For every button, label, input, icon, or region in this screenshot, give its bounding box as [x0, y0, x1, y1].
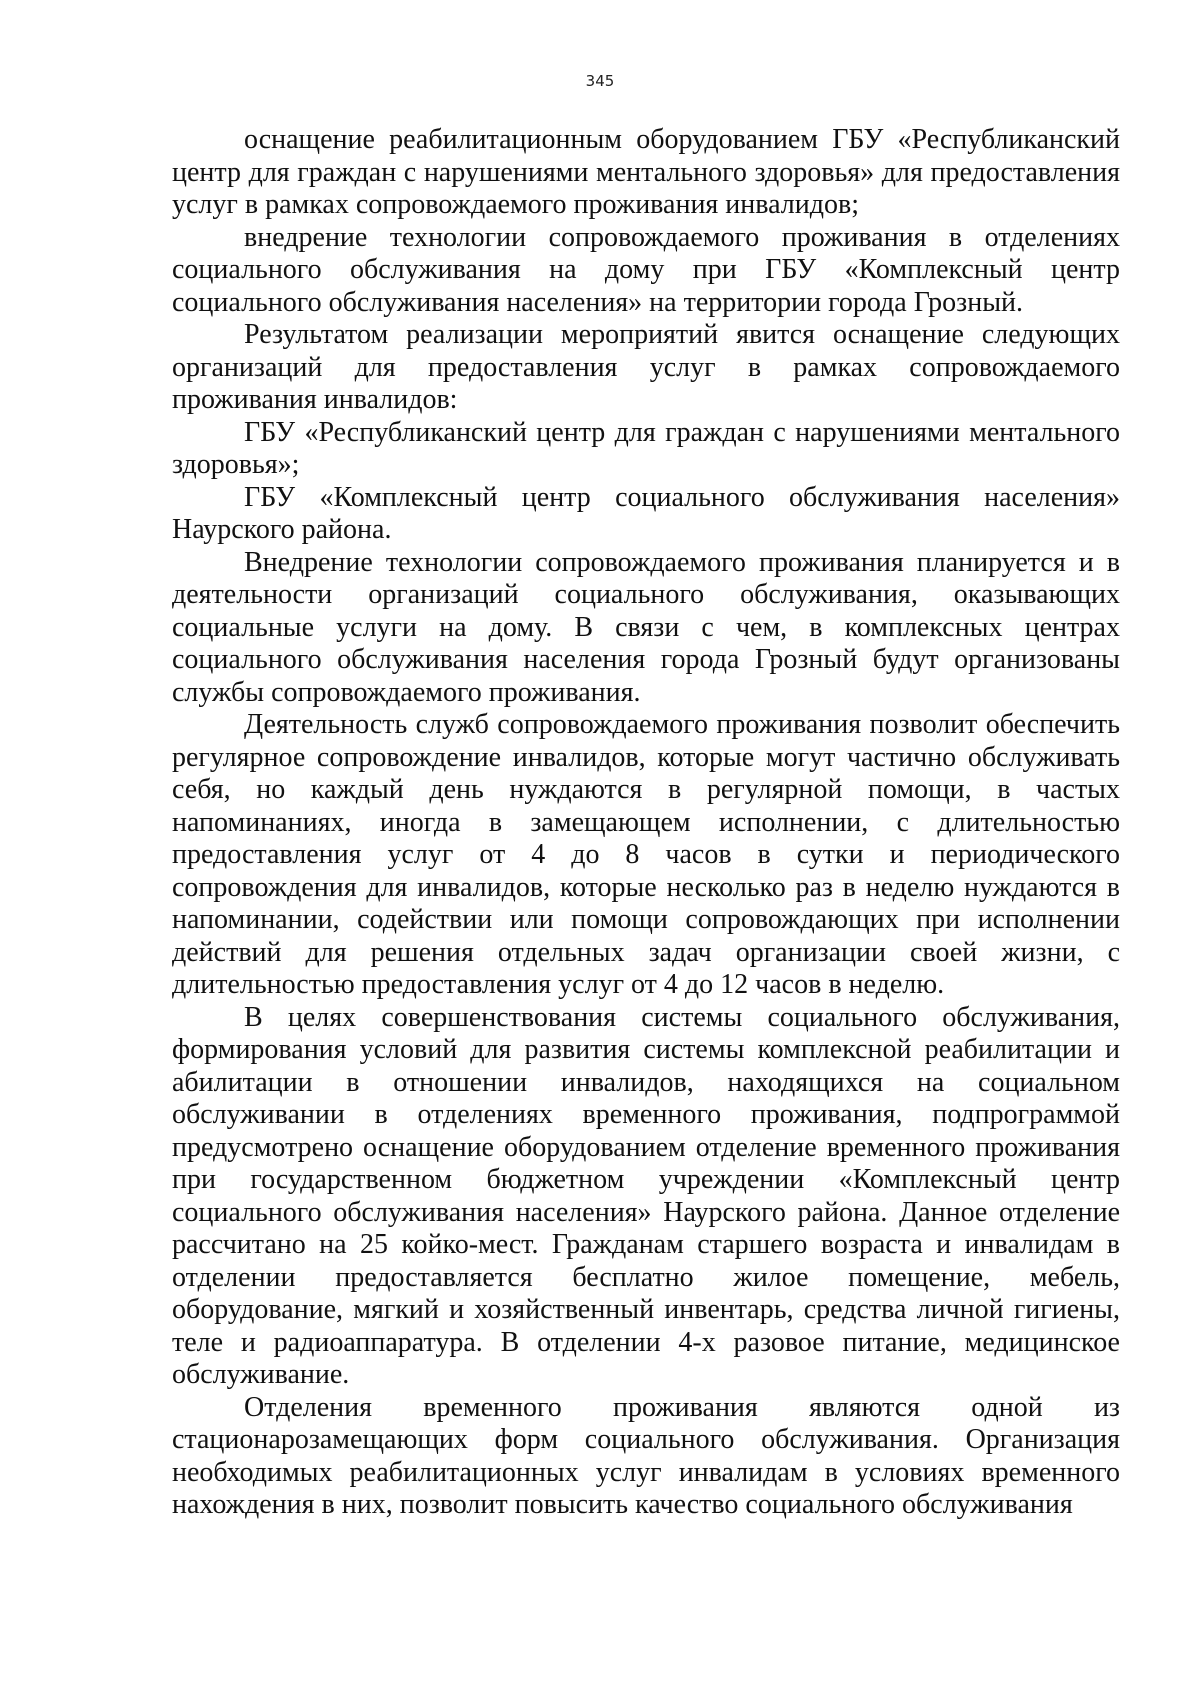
paragraph-home-services: Внедрение технологии сопровождаемого проживания планируется и в деятельности организаций социального обслуживания, оказывающих социальные услуги на дому. В связи с чем, в комплексных центрах социального обслуживания населения города Грозный будут организованы службы сопровождаемого проживания.: [172, 546, 1120, 708]
paragraph-inpatient-alternative: Отделения временного проживания являются одной из стационарозамещающих форм социального обслуживания. Организация необходимых реабилитационных услуг инвалидам в условиях временного нахождения в них, позволит повысить качество социального обслуживания: [172, 1391, 1120, 1520]
document-body: [172, 124, 1120, 1522]
paragraph-org-naur-center: ГБУ «Комплексный центр социального обслуживания населения» Наурского района.: [172, 481, 1120, 545]
paragraph-equipment-rehab-center: оснащение реабилитационным оборудованием ГБУ «Республиканский центр для граждан с нарушениями ментального здоровья» для предоставления услуг в рамках сопровождаемого проживания инвалидов;: [172, 124, 1120, 220]
paragraph-result-organizations: Результатом реализации мероприятий явится оснащение следующих организаций для предоставления услуг в рамках сопровождаемого проживания инвалидов:: [172, 319, 1120, 415]
paragraph-technology-implementation: внедрение технологии сопровождаемого проживания в отделениях социального обслуживания на дому при ГБУ «Комплексный центр социального обслуживания населения» на территории города Грозный.: [172, 221, 1120, 318]
page-number: 345: [585, 72, 615, 90]
paragraph-org-republican-center: ГБУ «Республиканский центр для граждан с нарушениями ментального здоровья»;: [172, 416, 1120, 480]
paragraph-support-services: Деятельность служб сопровождаемого проживания позволит обеспечить регулярное сопровождение инвалидов, которые могут частично обслуживать себя, но каждый день нуждаются в регулярной помощи, в частых напоминаниях, иногда в замещающем исполнении, с длительностью предоставления услуг от 4 до 8 часов в сутки и периодического сопровождения для инвалидов, которые несколько раз в неделю нуждаются в напоминании, содействии или помощи сопровождающих при исполнении действий для решения отдельных задач организации своей жизни, с длительностью предоставления услуг от 4 до 12 часов в неделю.: [172, 709, 1120, 1000]
paragraph-temporary-residence: В целях совершенствования системы социального обслуживания, формирования условий для развития системы комплексной реабилитации и абилитации в отношении инвалидов, находящихся на социальном обслуживании в отделениях временного проживания, подпрограммой предусмотрено оснащение оборудованием отделение временного проживания при государственном бюджетном учреждении «Комплексный центр социального обслуживания населения» Наурского района. Данное отделение рассчитано на 25 койко-мест. Гражданам старшего возраста и инвалидам в отделении предоставляется бесплатно жилое помещение, мебель, оборудование, мягкий и хозяйственный инвентарь, средства личной гигиены, теле и радиоаппаратура. В отделении 4-х разовое питание, медицинское обслуживание.: [172, 1001, 1120, 1390]
